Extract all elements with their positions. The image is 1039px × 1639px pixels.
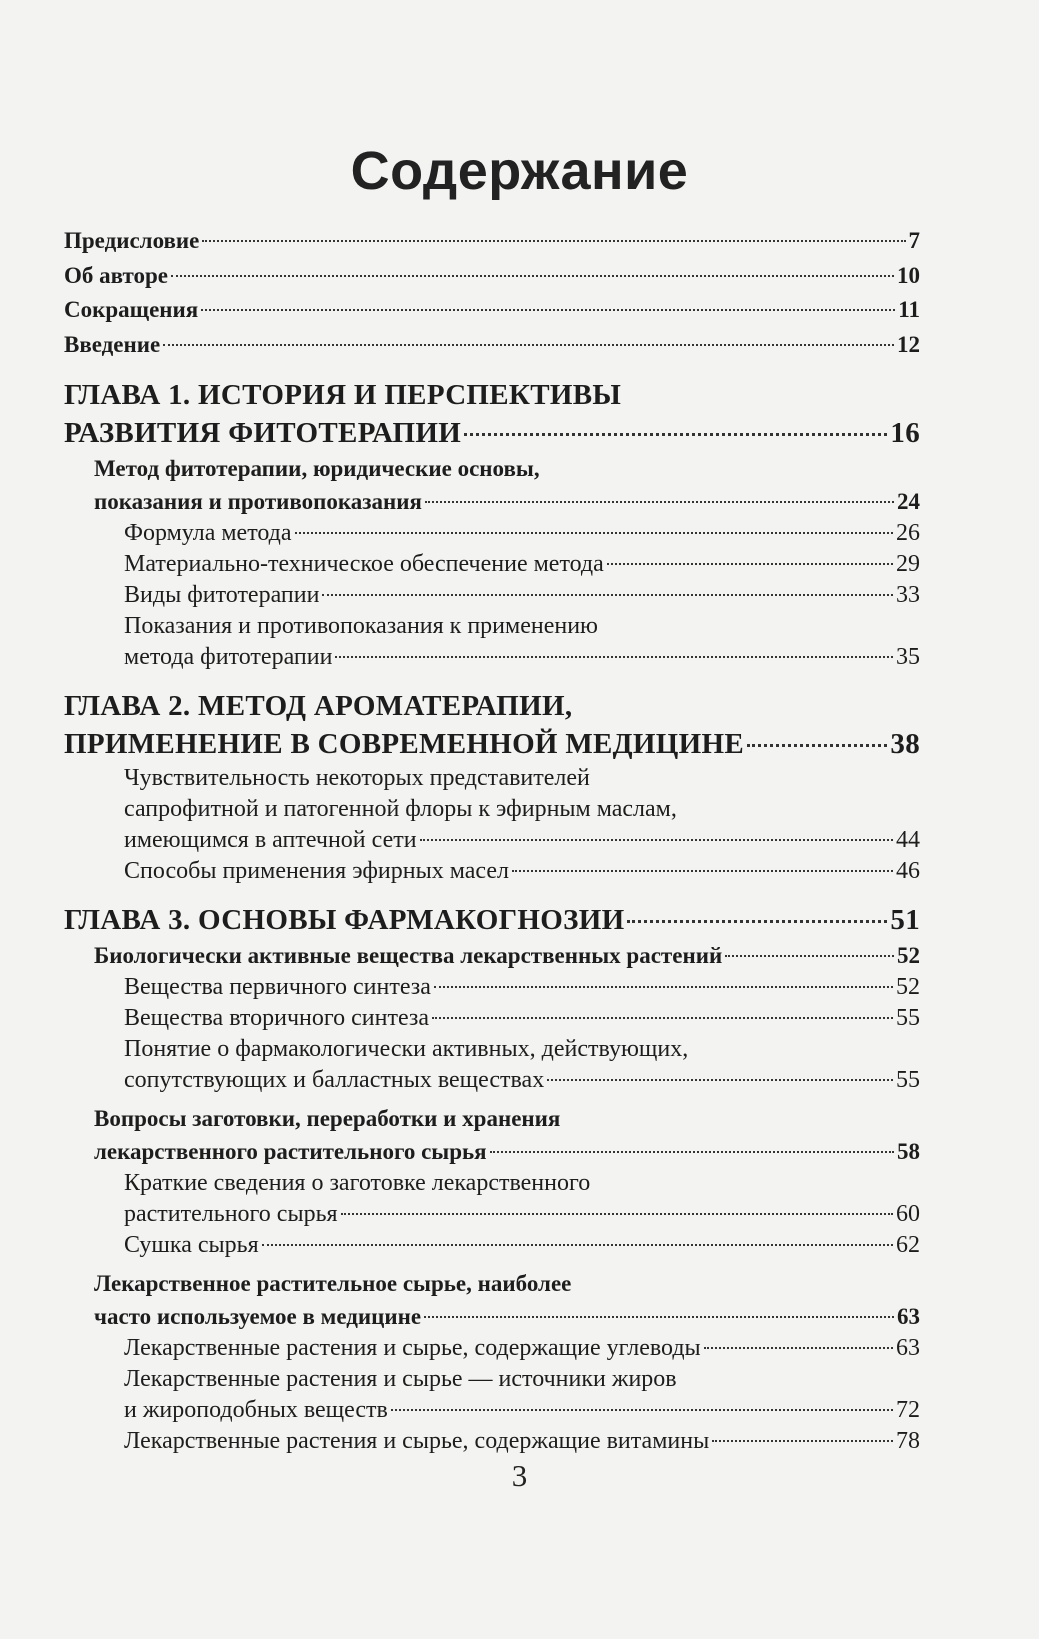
toc-entry-line: ГЛАВА 2. МЕТОД АРОМАТЕРАПИИ, (64, 690, 573, 722)
dot-leader (627, 920, 887, 923)
toc-entry-label: сопутствующих и балластных веществах (124, 1067, 545, 1093)
table-of-contents (64, 224, 920, 1457)
toc-entry-label: Лекарственные растения и сырье, содержащие углеводы (124, 1335, 701, 1361)
toc-subsection (64, 1333, 920, 1364)
toc-entry-line: Чувствительность некоторых представителей (124, 765, 590, 791)
dot-leader (391, 1409, 893, 1411)
toc-page-number: 55 (896, 1005, 920, 1031)
toc-entry-label: лекарственного растительного сырья (94, 1139, 487, 1164)
toc-page-number: 10 (897, 262, 920, 288)
page-number: 3 (511, 1458, 528, 1493)
toc-subsection (64, 763, 920, 856)
toc-entry-label: Способы применения эфирных масел (124, 858, 509, 884)
toc-page-number: 33 (896, 582, 920, 608)
toc-subsection (64, 1034, 920, 1096)
toc-page-number: 29 (896, 551, 920, 577)
toc-entry-label: часто используемое в медицине (94, 1304, 422, 1329)
dot-leader (202, 240, 905, 242)
toc-page-number: 62 (896, 1232, 920, 1258)
toc-entry-label: имеющимся в аптечной сети (124, 827, 417, 853)
toc-entry-line: Метод фитотерапии, юридические основы, (94, 456, 540, 481)
toc-subsection (64, 611, 920, 673)
toc-entry-line: Краткие сведения о заготовке лекарственного (124, 1170, 591, 1196)
toc-entry-label: Вещества первичного синтеза (124, 974, 431, 1000)
dot-leader (295, 532, 893, 534)
toc-chapter (64, 687, 920, 763)
toc-entry-label: Вещества вторичного синтеза (124, 1005, 430, 1031)
toc-page-number: 52 (896, 974, 920, 1000)
toc-entry-label: метода фитотерапии (124, 644, 333, 670)
toc-entry-label: Лекарственные растения и сырье, содержащие витамины (124, 1428, 710, 1454)
dot-leader (512, 870, 893, 872)
toc-entry-label: Сушка сырья (124, 1232, 259, 1258)
toc-page-number: 63 (896, 1335, 920, 1361)
dot-leader (712, 1440, 893, 1442)
toc-subsection (64, 1364, 920, 1426)
toc-section (64, 1102, 920, 1168)
toc-entry-label: РАЗВИТИЯ ФИТОТЕРАПИИ (64, 417, 462, 449)
toc-entry-label: Сокращения (64, 297, 199, 322)
toc-entry-label: Виды фитотерапии (124, 582, 320, 608)
toc-page-number: 24 (897, 489, 920, 514)
dot-leader (335, 656, 893, 658)
toc-page-number: 12 (897, 331, 920, 357)
toc-section (64, 1267, 920, 1333)
toc-page-number: 78 (896, 1428, 920, 1454)
toc-page-number: 60 (896, 1201, 920, 1227)
dot-leader (747, 744, 887, 747)
dot-leader (420, 839, 893, 841)
toc-front-matter (64, 259, 920, 294)
dot-leader (432, 1017, 893, 1019)
toc-page-number: 7 (908, 228, 920, 253)
toc-subsection (64, 1426, 920, 1457)
dot-leader (171, 275, 894, 277)
toc-entry-label: растительного сырья (124, 1201, 338, 1227)
toc-entry-label: показания и противопоказания (94, 489, 422, 514)
toc-entry-label: Материально-техническое обеспечение метода (124, 551, 604, 577)
toc-subsection (64, 1003, 920, 1034)
toc-page-number: 38 (890, 728, 920, 760)
toc-page-number: 44 (896, 827, 920, 853)
dot-leader (201, 309, 895, 311)
dot-leader (725, 955, 894, 957)
dot-leader (322, 594, 893, 596)
toc-entry-label: Об авторе (64, 262, 168, 288)
toc-page-number: 46 (896, 858, 920, 884)
toc-chapter (64, 901, 920, 939)
toc-subsection (64, 580, 920, 611)
toc-page-number: 51 (890, 904, 920, 936)
toc-entry-line: Вопросы заготовки, переработки и хранения (94, 1106, 561, 1131)
toc-page-number: 58 (897, 1139, 920, 1164)
toc-entry-label: ГЛАВА 3. ОСНОВЫ ФАРМАКОГНОЗИИ (64, 904, 625, 936)
toc-front-matter (64, 224, 920, 259)
page-title: Содержание (350, 141, 689, 201)
toc-subsection (64, 518, 920, 549)
toc-entry-line: Понятие о фармакологически активных, действующих, (124, 1036, 689, 1062)
dot-leader (607, 563, 893, 565)
toc-entry-label: ПРИМЕНЕНИЕ В СОВРЕМЕННОЙ МЕДИЦИНЕ (64, 728, 744, 760)
toc-page-number: 26 (896, 520, 920, 546)
dot-leader (425, 501, 894, 503)
dot-leader (464, 433, 887, 436)
toc-entry-label: Введение (64, 331, 161, 357)
dot-leader (490, 1151, 894, 1153)
toc-front-matter (64, 293, 920, 328)
toc-page-number: 11 (898, 297, 920, 322)
toc-page-number: 55 (896, 1067, 920, 1093)
toc-entry-label: и жироподобных веществ (124, 1397, 388, 1423)
toc-entry-line: Показания и противопоказания к применению (124, 613, 598, 639)
toc-subsection (64, 972, 920, 1003)
toc-section (64, 939, 920, 972)
toc-chapter (64, 376, 920, 452)
dot-leader (163, 344, 894, 346)
toc-subsection (64, 856, 920, 887)
toc-front-matter (64, 328, 920, 363)
toc-entry-label: Биологически активные вещества лекарственных растений (94, 943, 723, 968)
toc-section (64, 452, 920, 518)
toc-entry-label: Предисловие (64, 228, 200, 253)
toc-entry-line: Лекарственное растительное сырье, наиболее (94, 1271, 572, 1296)
toc-subsection (64, 549, 920, 580)
toc-page-number: 35 (896, 644, 920, 670)
dot-leader (547, 1079, 893, 1081)
toc-entry-line: ГЛАВА 1. ИСТОРИЯ И ПЕРСПЕКТИВЫ (64, 379, 622, 411)
dot-leader (424, 1316, 894, 1318)
toc-subsection (64, 1168, 920, 1230)
dot-leader (434, 986, 893, 988)
toc-page-number: 16 (890, 417, 920, 449)
toc-entry-label: Формула метода (124, 520, 292, 546)
toc-page-number: 63 (897, 1304, 920, 1329)
toc-entry-line: сапрофитной и патогенной флоры к эфирным маслам, (124, 796, 677, 822)
toc-subsection (64, 1230, 920, 1261)
dot-leader (704, 1347, 893, 1349)
toc-page-number: 72 (896, 1397, 920, 1423)
toc-page-number: 52 (897, 943, 920, 968)
toc-entry-line: Лекарственные растения и сырье — источники жиров (124, 1366, 677, 1392)
dot-leader (341, 1213, 893, 1215)
dot-leader (262, 1244, 893, 1246)
